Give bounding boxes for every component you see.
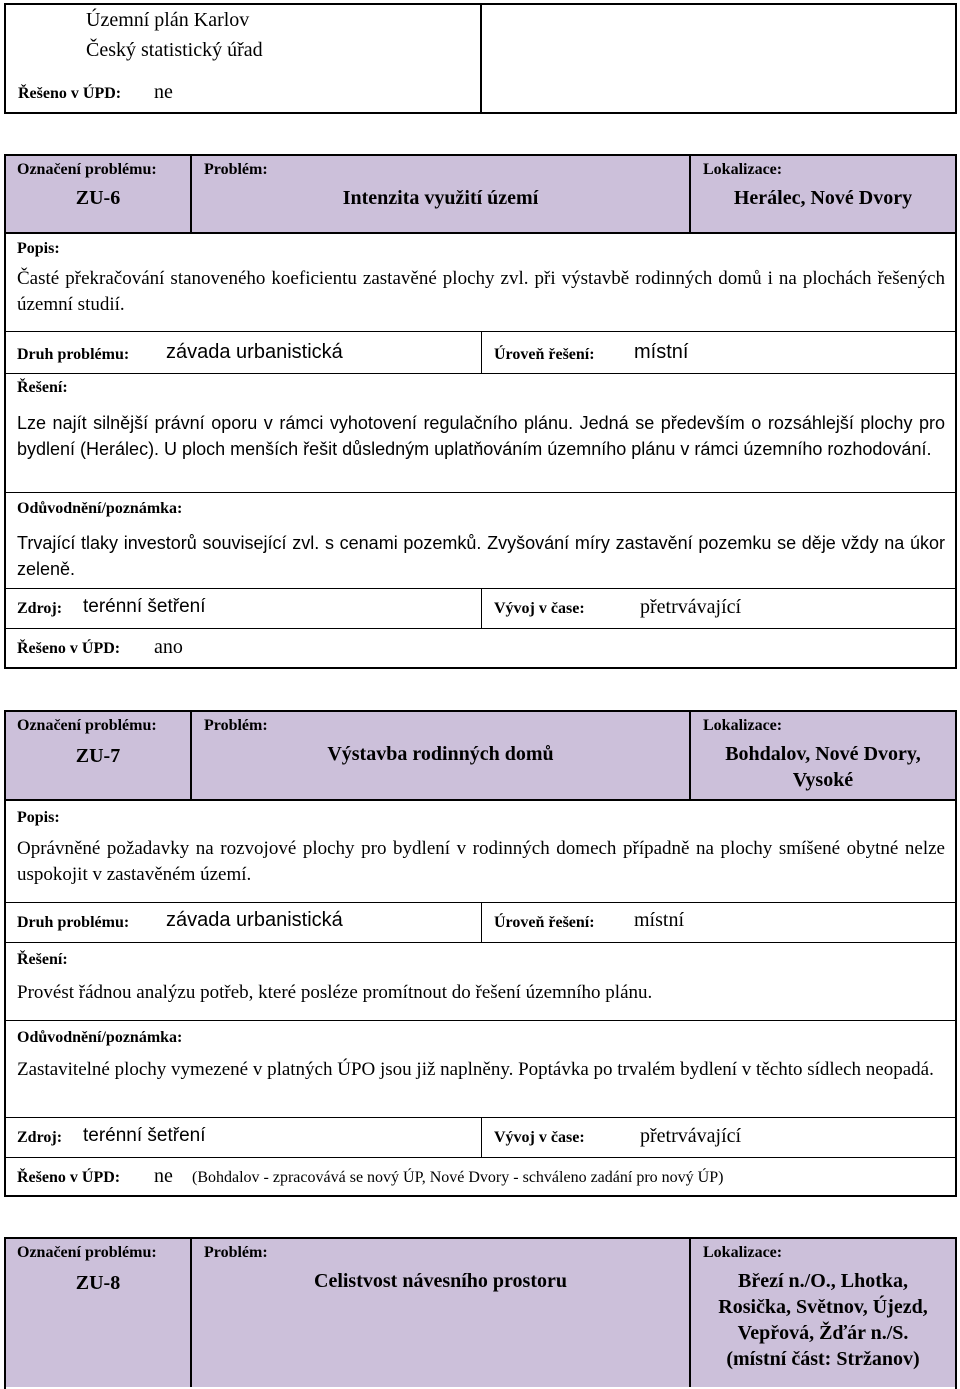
- plan-title: Územní plán Karlov: [86, 9, 250, 31]
- oznaceni-label: Označení problému:: [17, 717, 157, 734]
- lokalizace-line-2: Rosička, Světnov, Újezd,: [718, 1296, 928, 1318]
- lokalizace-line-1: Bohdalov, Nové Dvory,: [725, 743, 921, 765]
- lokalizace-label: Lokalizace:: [703, 1244, 783, 1261]
- oduvodneni-label: Odůvodnění/poznámka:: [17, 1029, 183, 1046]
- vyvoj-label: Vývoj v čase:: [494, 600, 585, 617]
- druh-value: závada urbanistická: [166, 909, 343, 931]
- zdroj-label: Zdroj:: [17, 1129, 63, 1146]
- popis-text: Oprávněné požadavky na rozvojové plochy pro bydlení v rodinných domech případně na plochy smíšené obytné nelze uspokojit v zastavěném území.: [17, 838, 945, 885]
- reseni-text: Provést řádnou analýzu potřeb, které posléze promítnout do řešení územního plánu.: [17, 982, 653, 1003]
- lokalizace-line-3: Vepřová, Žďár n./S.: [737, 1322, 909, 1344]
- problem-label: Problém:: [204, 717, 268, 734]
- problem-card-zu7: [4, 710, 957, 1197]
- problem-card-zu8: [4, 1237, 957, 1389]
- problem-code: ZU-6: [75, 187, 121, 209]
- problem-code: ZU-8: [75, 1272, 121, 1294]
- popis-label: Popis:: [17, 240, 60, 257]
- card-header: [6, 712, 955, 801]
- zdroj-label: Zdroj:: [17, 600, 63, 617]
- reseni-label: Řešení:: [17, 951, 68, 968]
- druh-value: závada urbanistická: [166, 341, 343, 363]
- oduvodneni-text: Trvající tlaky investorů související zvl. s cenami pozemků. Zvyšování míry zastavění pozemku se děje vždy na úkor zeleně.: [17, 533, 945, 579]
- uroven-value: místní: [634, 909, 685, 931]
- oznaceni-label: Označení problému:: [17, 161, 157, 178]
- oduvodneni-label: Odůvodnění/poznámka:: [17, 500, 183, 517]
- lokalizace-line-4: (místní část: Stržanov): [726, 1348, 920, 1370]
- oznaceni-label: Označení problému:: [17, 1244, 157, 1261]
- problem-code: ZU-7: [75, 745, 121, 767]
- reseno-value: ne: [154, 81, 173, 103]
- uroven-label: Úroveň řešení:: [494, 346, 595, 363]
- problem-name: Intenzita využití území: [342, 187, 539, 209]
- reseno-note: (Bohdalov - zpracovává se nový ÚP, Nové Dvory - schváleno zadání pro nový ÚP): [192, 1169, 724, 1186]
- top-card: [4, 3, 957, 114]
- problem-card-zu6: [4, 154, 957, 669]
- reseni-label: Řešení:: [17, 379, 68, 396]
- lokalizace-value: Herálec, Nové Dvory: [733, 187, 913, 209]
- office-name: Český statistický úřad: [86, 39, 263, 61]
- lokalizace-label: Lokalizace:: [703, 161, 783, 178]
- lokalizace-line-2: Vysoké: [792, 769, 854, 791]
- card-header: [6, 156, 955, 234]
- popis-label: Popis:: [17, 809, 60, 826]
- problem-label: Problém:: [204, 1244, 268, 1261]
- problem-name: Výstavba rodinných domů: [327, 743, 554, 765]
- reseno-value: ne: [154, 1165, 173, 1187]
- reseno-label: Řešeno v ÚPD:: [18, 85, 122, 102]
- oduvodneni-text: Zastavitelné plochy vymezené v platných ÚPO jsou již naplněny. Poptávka po trvalém bydlení v těchto sídlech neopadá.: [17, 1059, 934, 1080]
- card-header: [6, 1239, 955, 1387]
- lokalizace-label: Lokalizace:: [703, 717, 783, 734]
- zdroj-value: terénní šetření: [83, 596, 206, 617]
- reseno-label: Řešeno v ÚPD:: [17, 1169, 121, 1186]
- problem-name: Celistvost návesního prostoru: [314, 1270, 567, 1292]
- uroven-label: Úroveň řešení:: [494, 914, 595, 931]
- reseni-text: Lze najít silnější právní oporu v rámci vyhotovení regulačního plánu. Jedná se především o rozsáhlejší plochy pro bydlení (Herálec). U ploch menších řešit důsledným uplatňováním územního plánu v rámci územního rozhodování.: [17, 413, 945, 459]
- vyvoj-label: Vývoj v čase:: [494, 1129, 585, 1146]
- druh-label: Druh problému:: [17, 346, 130, 363]
- popis-text: Časté překračování stanoveného koeficientu zastavěné plochy zvl. při výstavbě rodinných domů i na plochách řešených územní studií.: [17, 268, 945, 315]
- zdroj-value: terénní šetření: [83, 1125, 206, 1146]
- druh-label: Druh problému:: [17, 914, 130, 931]
- vyvoj-value: přetrvávající: [640, 1125, 742, 1147]
- reseno-label: Řešeno v ÚPD:: [17, 640, 121, 657]
- reseno-value: ano: [154, 636, 183, 658]
- problem-label: Problém:: [204, 161, 268, 178]
- uroven-value: místní: [634, 341, 689, 363]
- lokalizace-line-1: Březí n./O., Lhotka,: [737, 1270, 908, 1292]
- vyvoj-value: přetrvávající: [640, 596, 742, 618]
